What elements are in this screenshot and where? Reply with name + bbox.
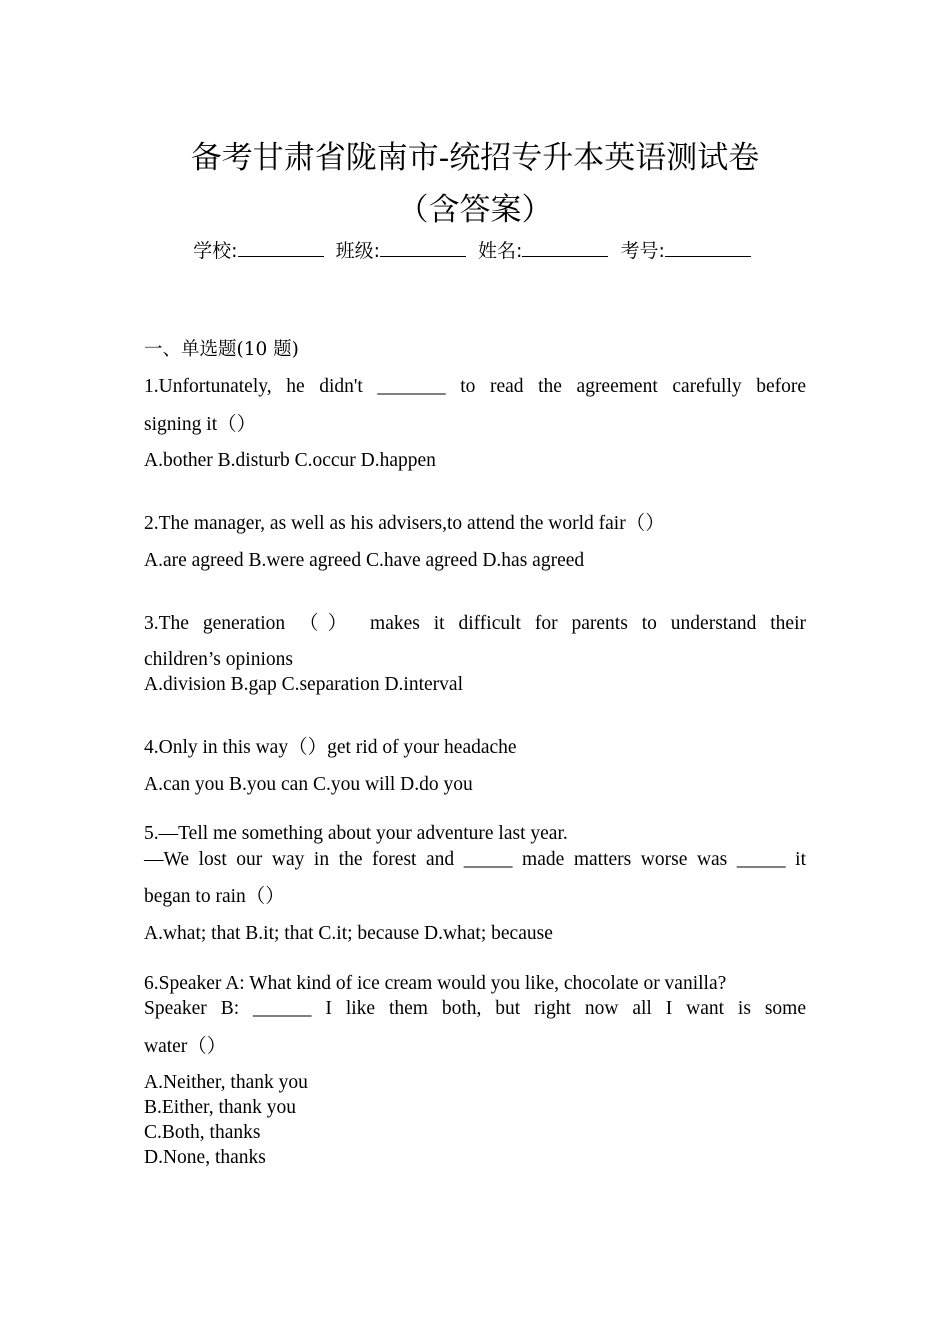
- question-5-stem-line-2: —We lost our way in the forest and _____ made matters worse was _____ it: [144, 849, 806, 870]
- school-label: 学校:: [193, 240, 238, 262]
- exam-title-line-1: 备考甘肃省陇南市-统招专升本英语测试卷: [190, 140, 760, 176]
- question-3-stem-line-1: 3.The generation （） makes it difficult for parents to understand their: [144, 613, 806, 634]
- question-6-option-d: D.None, thanks: [144, 1147, 266, 1168]
- number-label: 考号:: [620, 240, 665, 262]
- question-6-option-b: B.Either, thank you: [144, 1097, 296, 1118]
- question-6-option-a: A.Neither, thank you: [144, 1072, 308, 1093]
- question-2-options: A.are agreed B.were agreed C.have agreed D.has agreed: [144, 550, 585, 571]
- question-5-options: A.what; that B.it; that C.it; because D.what; because: [144, 923, 553, 944]
- question-4-options: A.can you B.you can C.you will D.do you: [144, 774, 473, 795]
- question-6-stem-line-3: water（）: [144, 1036, 227, 1057]
- class-blank: [380, 238, 466, 257]
- school-blank: [238, 238, 324, 257]
- section-heading: 一、单选题(10 题): [144, 339, 299, 360]
- class-label: 班级:: [335, 240, 380, 262]
- exam-title-line-2: （含答案）: [397, 192, 553, 228]
- question-5-stem-line-1: 5.—Tell me something about your adventure last year.: [144, 823, 568, 844]
- question-1-stem-line-1: 1.Unfortunately, he didn't _______ to read the agreement carefully before: [144, 376, 806, 397]
- question-1-options: A.bother B.disturb C.occur D.happen: [144, 450, 436, 471]
- question-2-stem-line-1: 2.The manager, as well as his advisers,to attend the world fair（）: [144, 513, 665, 534]
- question-1-stem-line-2: signing it（）: [144, 414, 257, 435]
- question-6-stem-line-1: 6.Speaker A: What kind of ice cream would you like, chocolate or vanilla?: [144, 973, 727, 994]
- name-label: 姓名:: [478, 240, 523, 262]
- question-6-stem-line-2: Speaker B: ______ I like them both, but right now all I want is some: [144, 998, 806, 1019]
- question-3-stem-line-2: children’s opinions: [144, 649, 293, 670]
- question-3-options: A.division B.gap C.separation D.interval: [144, 674, 463, 695]
- student-info-row: [120, 236, 830, 263]
- question-4-stem-line-1: 4.Only in this way（）get rid of your headache: [144, 737, 517, 758]
- question-5-stem-line-3: began to rain（）: [144, 886, 285, 907]
- number-blank: [665, 238, 751, 257]
- name-blank: [522, 238, 608, 257]
- question-6-option-c: C.Both, thanks: [144, 1122, 261, 1143]
